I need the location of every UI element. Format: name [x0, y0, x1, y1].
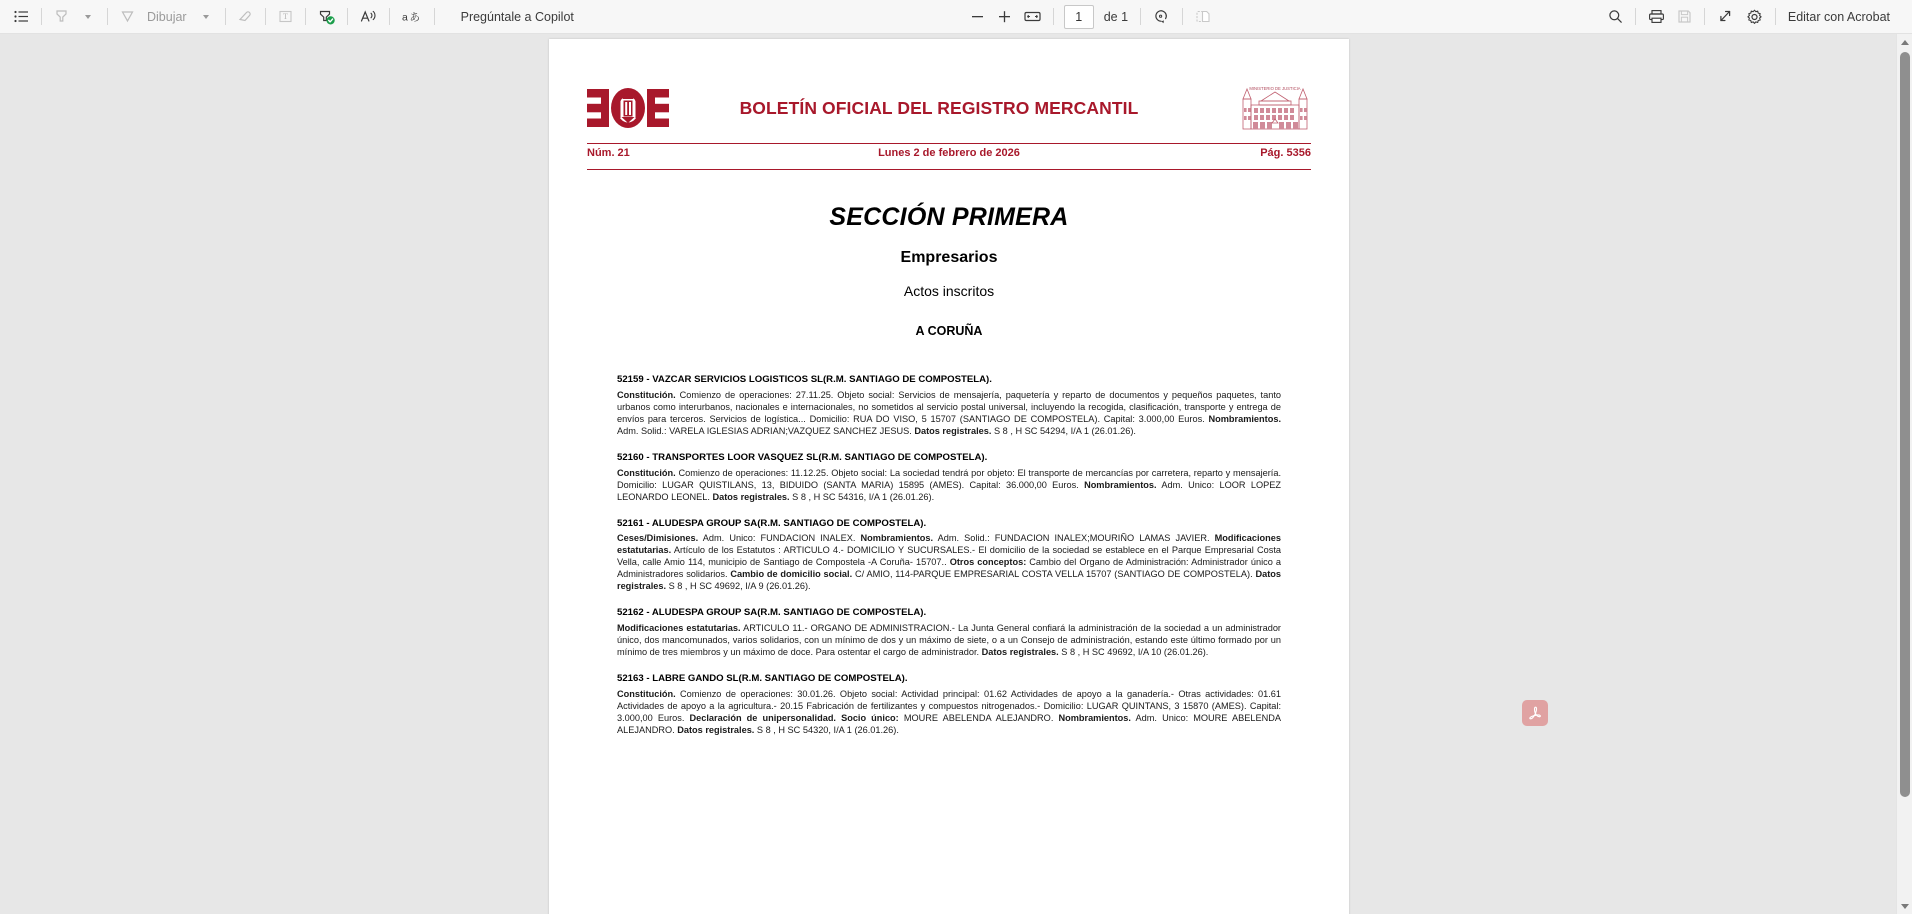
registry-entry-body: Modificaciones estatutarias. ARTICULO 11.- ORGANO DE ADMINISTRACION.- La Junta General confiará la administración de la sociedad a un administrador único, dos mancomunados, varios solidarios, con un mínimo de dos y un máximo de siete, o a un Consejo de administración, estando este último formado por un mínimo de tres miembros y un máximo de doce. Para ostentar el cargo de administrador. Datos registrales. S 8 , H SC 49692, I/A 10 (26.01.26).	[617, 623, 1281, 658]
rotate-button[interactable]	[1147, 4, 1176, 30]
registry-entry-body: Constitución. Comienzo de operaciones: 27.11.25. Objeto social: Servicios de mensajería, paquetería y reparto de documentos y pequeños paquetes, tanto urbanos como interurbanos, nacionales e internacionales, no sometidos al servicio postal universal, incluyendo la recogida, clasificación, transporte y entrega de envíos para terceros. Servicios de logística... Domicilio: RUA DO VISO, 5 15707 (SANTIAGO DE COMPOSTELA). Capital: 3.000,00 Euros. Nombramientos. Adm. Solid.: VARELA IGLESIAS ADRIAN;VAZQUEZ SANCHEZ JESUS. Datos registrales. S 8 , H SC 54294, I/A 1 (26.01.26).	[617, 389, 1281, 436]
registry-entry-body: Ceses/Dimisiones. Adm. Unico: FUNDACION INALEX. Nombramientos. Adm. Solid.: FUNDACION INALEX;MOURIÑO LAMAS JAVIER. Modificaciones estatutarias. Artículo de los Estatutos : ARTICULO 4.- DOMICILIO Y SUCURSALES.- El domicilio de la sociedad se establece en el Parque Empresarial Costa Vella, calle Amio 114, municipio de Santiago de Compostela -A Coruña- 15707.. Otros conceptos: Cambio del Organo de Administración: Administrador único a Administradores solidarios. Cambio de domicilio social. C/ AMIO, 114-PARQUE EMPRESARIAL COSTA VELLA 15707 (SANTIAGO DE COMPOSTELA). Datos registrales. S 8 , H SC 49692, I/A 9 (26.01.26).	[617, 533, 1281, 592]
translate-button[interactable]	[396, 4, 428, 30]
scroll-down-arrow-icon	[1901, 904, 1909, 909]
text-box-icon	[277, 8, 294, 25]
registry-entry-list	[587, 374, 1311, 737]
list-outline-icon	[13, 8, 30, 25]
toolbar-divider	[1775, 8, 1776, 25]
eraser-icon	[237, 8, 254, 25]
page-count-label: de 1	[1103, 9, 1129, 24]
section-title: SECCIÓN PRIMERA	[829, 203, 1069, 231]
highlight-button[interactable]	[48, 4, 75, 30]
acrobat-pdf-icon	[1527, 705, 1544, 722]
acrobat-pdf-badge[interactable]	[1522, 700, 1548, 726]
page-layout-button[interactable]	[1189, 4, 1218, 30]
erase-button[interactable]	[232, 4, 259, 30]
zoom-in-button[interactable]	[991, 4, 1018, 30]
search-button[interactable]	[1602, 4, 1629, 30]
toolbar-divider	[1635, 8, 1636, 25]
ministry-emblem-icon	[1239, 83, 1311, 133]
plus-icon	[996, 8, 1013, 25]
issue-page-number: Pág. 5356	[1260, 147, 1311, 159]
highlighter-icon	[53, 8, 70, 25]
toolbar-divider	[1704, 8, 1705, 25]
registry-entry	[617, 518, 1281, 594]
masthead-title: BOLETÍN OFICIAL DEL REGISTRO MERCANTIL	[739, 97, 1139, 118]
page-number-input[interactable]: 1	[1064, 5, 1094, 29]
boe-masthead	[587, 77, 1311, 139]
scroll-up-arrow-icon	[1901, 40, 1909, 45]
province-heading: A CORUÑA	[915, 324, 983, 338]
toolbar-divider	[389, 8, 390, 25]
toolbar-divider	[265, 8, 266, 25]
pdf-page	[549, 39, 1349, 914]
masthead-rule-bottom	[587, 169, 1311, 170]
section-subtitle: Empresarios	[900, 249, 998, 266]
registry-entry-title: 52162 - ALUDESPA GROUP SA(R.M. SANTIAGO DE COMPOSTELA).	[617, 607, 927, 619]
svg-text:T: T	[282, 12, 288, 22]
settings-button[interactable]	[1740, 4, 1769, 30]
pdf-viewer-canvas[interactable]	[0, 34, 1912, 914]
scroll-up-button[interactable]	[1897, 34, 1912, 50]
scroll-down-button[interactable]	[1897, 898, 1912, 914]
toolbar-divider	[347, 8, 348, 25]
ministry-emblem-label: MINISTERIO DE JUSTICIA	[1249, 86, 1301, 91]
zoom-out-button[interactable]	[964, 4, 991, 30]
registry-entry-body: Constitución. Comienzo de operaciones: 11.12.25. Objeto social: La sociedad tendrá por objeto: El transporte de mercancías por carretera, reparto y mensajería. Domicilio: LUGAR QUISTILANS, 13, BIDUIDO (SANTA MARIA) 15895 (AMES). Capital: 36.000,00 Euros. Nombramientos. Adm. Unico: LOOR LOPEZ LEONARDO LEONEL. Datos registrales. S 8 , H SC 54316, I/A 1 (26.01.26).	[617, 467, 1281, 502]
print-icon	[1647, 8, 1666, 25]
registry-entry	[617, 607, 1281, 659]
chevron-down-icon	[203, 15, 209, 19]
gear-icon	[1745, 8, 1764, 26]
read-aloud-icon	[359, 8, 378, 25]
registry-entry	[617, 673, 1281, 737]
fullscreen-icon	[1716, 8, 1735, 25]
outline-toggle-button[interactable]	[8, 4, 35, 30]
toolbar-divider	[225, 8, 226, 25]
pdf-toolbar	[0, 0, 1912, 34]
print-button[interactable]	[1642, 4, 1671, 30]
registry-entry-body: Constitución. Comienzo de operaciones: 30.01.26. Objeto social: Actividad principal: 01.62 Actividades de apoyo a la ganadería.- Otras actividades: 01.61 Actividades de apoyo a la agricultura.- 20.15 Fabricación de fertilizantes y compuestos nitrogenados.- Domicilio: LUGAR QUINTANS, 3 15870 (AMES). Capital: 3.000,00 Euros. Declaración de unipersonalidad. Socio único: MOURE ABELENDA ALEJANDRO. Nombramientos. Adm. Unico: MOURE ABELENDA ALEJANDRO. Datos registrales. S 8 , H SC 54320, I/A 1 (26.01.26).	[617, 688, 1281, 735]
issue-meta-row	[587, 147, 1311, 165]
fullscreen-button[interactable]	[1711, 4, 1740, 30]
toolbar-divider	[107, 8, 108, 25]
page-layout-icon	[1194, 8, 1213, 25]
signature-button[interactable]	[312, 4, 341, 30]
copilot-button[interactable]: Pregúntale a Copilot	[460, 9, 574, 24]
translate-icon	[401, 8, 423, 25]
registry-entry	[617, 452, 1281, 504]
toolbar-divider	[41, 8, 42, 25]
draw-pen-icon	[119, 8, 136, 25]
save-icon	[1676, 8, 1693, 25]
registry-entry-title: 52161 - ALUDESPA GROUP SA(R.M. SANTIAGO DE COMPOSTELA).	[617, 517, 927, 529]
svg-text:a: a	[401, 11, 408, 24]
draw-options-button[interactable]	[193, 4, 219, 30]
vertical-scrollbar[interactable]	[1896, 34, 1912, 914]
rotate-icon	[1152, 8, 1171, 25]
edit-with-acrobat-button[interactable]: Editar con Acrobat	[1787, 9, 1891, 24]
registry-entry-title: 52160 - TRANSPORTES LOOR VASQUEZ SL(R.M. SANTIAGO DE COMPOSTELA).	[617, 451, 988, 463]
signature-check-icon	[317, 8, 336, 26]
read-aloud-button[interactable]	[354, 4, 383, 30]
highlight-options-button[interactable]	[75, 4, 101, 30]
toolbar-divider	[305, 8, 306, 25]
registry-entry-title: 52159 - VAZCAR SERVICIOS LOGISTICOS SL(R.M. SANTIAGO DE COMPOSTELA).	[617, 374, 992, 385]
minus-icon	[969, 8, 986, 25]
section-subsubtitle: Actos inscritos	[903, 283, 995, 299]
fit-to-width-icon	[1023, 8, 1042, 25]
chevron-down-icon	[85, 15, 91, 19]
toolbar-divider	[1140, 8, 1141, 25]
text-box-button[interactable]	[272, 4, 299, 30]
svg-text:あ: あ	[409, 11, 420, 24]
search-icon	[1607, 8, 1624, 25]
save-button[interactable]	[1671, 4, 1698, 30]
draw-label[interactable]: Dibujar	[147, 9, 187, 24]
toolbar-divider	[1182, 8, 1183, 25]
masthead-rule-top	[587, 143, 1311, 144]
issue-date: Lunes 2 de febrero de 2026	[878, 147, 1020, 159]
toolbar-divider	[434, 8, 435, 25]
issue-number: Núm. 21	[587, 147, 630, 159]
draw-button[interactable]	[114, 4, 141, 30]
toolbar-divider	[1053, 8, 1054, 25]
boe-logo-icon	[587, 87, 669, 129]
registry-entry	[617, 374, 1281, 438]
fit-to-width-button[interactable]	[1018, 4, 1047, 30]
scrollbar-thumb[interactable]	[1900, 52, 1910, 797]
registry-entry-title: 52163 - LABRE GANDO SL(R.M. SANTIAGO DE COMPOSTELA).	[617, 673, 908, 685]
